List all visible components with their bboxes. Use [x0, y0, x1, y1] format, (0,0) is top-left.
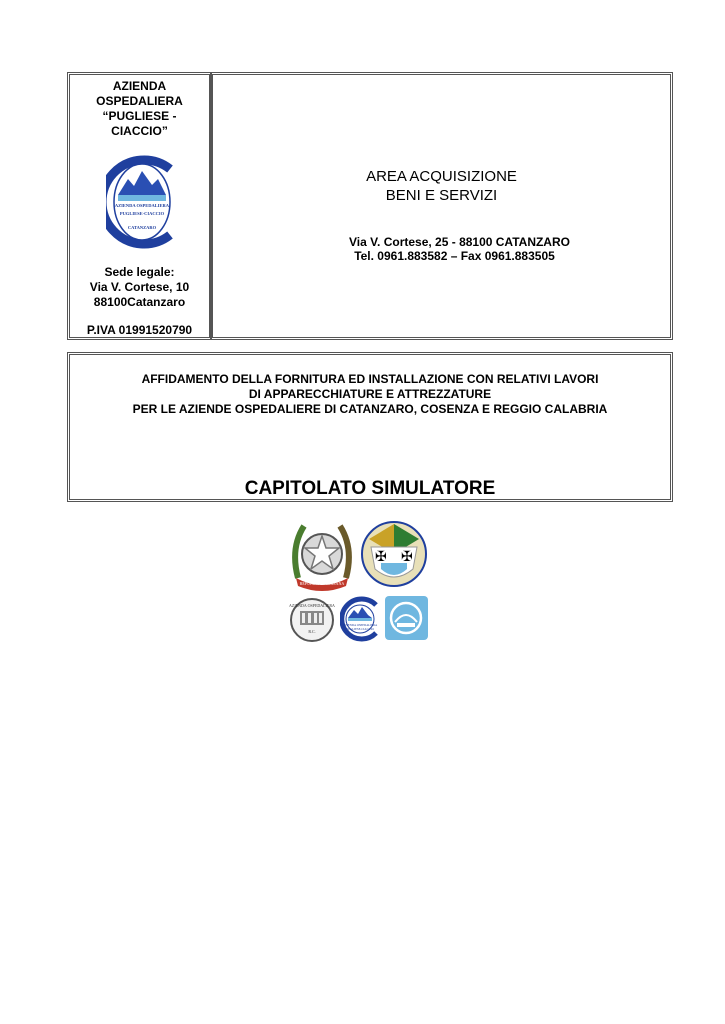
phone-fax: Tel. 0961.883582 – Fax 0961.883505	[354, 249, 555, 263]
company-name	[70, 79, 209, 139]
regione-calabria-emblem	[361, 519, 427, 589]
cross-icon: ✠	[375, 549, 387, 565]
emblem-text: AZIENDA OSPEDALIERA	[289, 603, 335, 608]
main-title: CAPITOLATO SIMULATORE	[244, 478, 496, 499]
logo-text: AZIENDA OSPEDALIERA	[114, 203, 170, 208]
company-line: “PUGLIESE -	[102, 109, 177, 123]
logo-text: PUGLIESE-CIACCIO	[119, 211, 165, 216]
company-line: OSPEDALIERA	[96, 94, 183, 108]
emblem-text: AZIENDA OSPEDALIERA	[342, 623, 378, 627]
repubblica-emblem	[288, 518, 356, 592]
ao-catanzaro-small-logo	[340, 596, 382, 642]
ao-reggio-calabria-logo	[288, 597, 336, 643]
sede-legale	[70, 265, 209, 310]
header-left-panel	[67, 72, 212, 340]
sede-line: 88100Catanzaro	[93, 295, 186, 309]
subject	[70, 372, 670, 417]
area-line: BENI E SERVIZI	[385, 187, 498, 204]
area-line: AREA ACQUISIZIONE	[366, 168, 517, 185]
title-panel	[67, 352, 673, 502]
ao-cosenza-logo	[385, 596, 428, 640]
header-right-panel	[210, 72, 673, 340]
hospital-logo	[106, 155, 180, 249]
subject-line: DI APPARECCHIATURE E ATTREZZATURE	[248, 387, 492, 401]
piva: P.IVA 01991520790	[86, 323, 193, 337]
address: Via V. Cortese, 25 - 88100 CATANZARO	[349, 235, 570, 249]
area-title	[213, 167, 670, 205]
logo-text: CATANZARO	[127, 225, 157, 230]
emblem-text: REPUBBLICA ITALIANA	[299, 581, 345, 586]
company-line: CIACCIO”	[111, 124, 168, 138]
subject-line: AFFIDAMENTO DELLA FORNITURA ED INSTALLAZIONE CON RELATIVI LAVORI	[141, 372, 599, 386]
subject-line: PER LE AZIENDE OSPEDALIERE DI CATANZARO, COSENZA E REGGIO CALABRIA	[132, 402, 608, 416]
contact-block	[213, 235, 670, 263]
sede-line: Via V. Cortese, 10	[89, 280, 190, 294]
emblem-text: R.C.	[308, 629, 316, 634]
sede-line: Sede legale:	[104, 265, 175, 279]
emblem-text: PUGLIESE-CIACCIO	[346, 627, 374, 631]
cross-icon: ✠	[401, 549, 413, 565]
company-line: AZIENDA	[112, 79, 167, 93]
